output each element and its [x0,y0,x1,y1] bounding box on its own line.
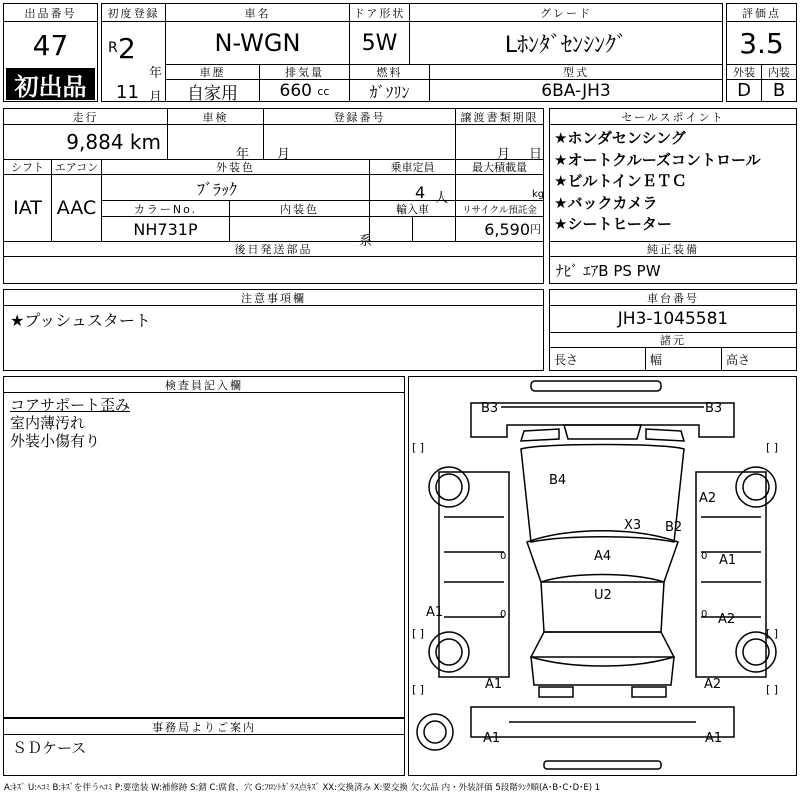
mark-b4: B4 [549,473,567,488]
int-color-unit: 系 [359,234,373,249]
lot-number: 47 [32,28,69,62]
max-load-label: 最大積載量 [456,159,543,175]
interior-label: 内装 [762,64,796,80]
car-name: N-WGN [166,22,350,64]
inspector-note: 室内薄汚れ [10,414,86,432]
equipment: ﾅﾋﾞ ｴｱB PS PW [556,261,661,280]
ac: AAC [52,175,102,241]
bracket-r3: [ ] [766,683,779,696]
displacement-unit: cc [317,84,330,98]
office-notice: ＳＤケース [12,738,87,757]
mark-zero-3: 0 [500,609,507,620]
equipment-label: 純正装備 [550,241,796,257]
recycle-value: 6,590 [484,219,530,239]
sales-points-label: セールスポイント [550,109,796,125]
mark-zero-4: 0 [701,609,708,620]
interior-grade: B [772,80,786,101]
mark-a4: A4 [594,549,612,564]
mark-b2: B2 [665,520,683,535]
reg-no-label: 登録番号 [264,109,456,125]
office-label: 事務局よりご案内 [4,719,404,735]
mark-a1-right: A1 [719,553,737,568]
mark-a1-bottom-left: A1 [485,677,503,692]
color-no-label: カラーNo. [102,201,230,217]
details-box [3,108,544,284]
later-parts [4,257,543,283]
ext-color: ﾌﾞﾗｯｸ [196,179,237,199]
capacity-unit: 人 [435,191,449,206]
history: 自家用 [166,80,260,102]
color-no: NH731P [102,217,230,241]
car-name-label: 車名 [166,4,350,22]
transfer-day-unit: 日 [529,147,543,162]
inspector-box [3,376,405,718]
sales-point-item: ★シートヒーター [554,215,672,233]
recycle [456,217,543,241]
mark-u2: U2 [594,588,612,603]
fuel-label: 燃料 [350,64,430,80]
chassis-box [549,289,797,371]
import-cell-a [370,217,413,241]
recycle-unit: 円 [530,223,541,236]
score-box [726,3,797,102]
inspection-label: 車検 [168,109,264,125]
capacity-value: 4 [415,183,426,202]
grade-label: グレード [410,4,722,22]
length-label: 長さ [550,348,646,370]
reg-year: 2 [118,32,136,65]
bracket-r1: [ ] [766,441,779,454]
mileage-label: 走行 [4,109,168,125]
model-code: 6BA-JH3 [541,81,611,101]
later-parts-label: 後日発送部品 [4,241,543,257]
width-label: 幅 [646,348,722,370]
transfer-label: 譲渡書類期限 [456,109,543,125]
ac-label: エアコン [52,159,102,175]
mark-a1-rear-left: A1 [483,731,501,746]
grade: Lﾎﾝﾀﾞｾﾝｼﾝｸﾞ [504,32,628,58]
lot-number-label: 出品番号 [4,4,97,22]
insp-year-unit: 年 [236,147,250,162]
inspector-note: コアサポート歪み [10,396,131,414]
displacement-value: 660 [279,81,312,101]
mileage [4,125,168,159]
sales-points-box [549,108,797,284]
exterior-label: 外装 [727,64,762,80]
inspector-note: 外装小傷有り [10,432,101,450]
mark-a1-left: A1 [426,605,444,620]
bracket-l2: [ ] [412,627,425,640]
first-listing-badge: 初出品 [6,68,95,100]
car-diagram-box [408,376,797,776]
max-load [456,175,543,201]
inspection-date [168,125,264,159]
reg-no [264,125,456,159]
inspector-notes [10,396,130,450]
fuel: ｶﾞｿﾘﾝ [350,80,430,102]
height-label: 高さ [726,352,751,367]
chassis-number: JH3-1045581 [617,309,729,329]
notes: ★プッシュスタート [10,311,151,330]
inspector-label: 検査員記入欄 [4,377,404,393]
mark-a2-right: A2 [718,612,736,627]
sales-point-item: ★ホンダセンシング [554,129,686,147]
insp-month-unit: 月 [277,147,291,162]
sales-points-list [554,128,761,236]
first-reg-label: 初度登録 [102,4,166,22]
car-diagram [409,377,796,775]
door-label: ドア形状 [350,4,410,22]
displacement-label: 排気量 [260,64,350,80]
max-load-unit: kg [532,189,545,200]
month-unit: 月 [149,90,163,105]
door-type: 5W [350,22,410,64]
sales-point-item: ★バックカメラ [554,193,658,212]
mileage-unit: km [129,130,161,154]
mark-b3-left: B3 [481,401,499,416]
bracket-r2: [ ] [766,627,779,640]
mark-b3-right: B3 [705,401,723,416]
notes-box [3,289,544,371]
exterior-grade: D [727,80,762,101]
chassis-label: 車台番号 [550,290,796,306]
recycle-label: リサイクル預託金 [456,201,543,217]
dims-label: 諸元 [550,332,796,348]
era: R [108,40,118,56]
mileage-value: 9,884 [66,130,124,154]
model-code-label: 型式 [430,64,722,80]
header-main-box [101,3,723,105]
transfer-month-unit: 月 [497,147,511,162]
import-cell-b [413,217,456,241]
mark-a1-rear-right: A1 [705,731,723,746]
shift-label: シフト [4,159,52,175]
bracket-l3: [ ] [412,683,425,696]
reg-month: 11 [116,82,139,103]
bracket-l1: [ ] [412,441,425,454]
year-unit: 年 [149,66,163,81]
capacity-label: 乗車定員 [370,159,456,175]
displacement [260,80,350,102]
score: 3.5 [739,26,784,60]
mark-x3: X3 [624,518,642,533]
ext-color-label: 外装色 [102,159,370,175]
shift: IAT [4,175,52,241]
notes-label: 注意事項欄 [4,290,543,306]
mark-a2-bottom-right: A2 [704,677,722,692]
history-label: 車歴 [166,64,260,80]
sales-point-item: ★オートクルーズコントロール [554,150,761,169]
mark-a2-front-right: A2 [699,491,717,506]
lot-number-box [3,3,98,102]
mark-zero-1: 0 [500,551,507,562]
office-box [3,718,405,776]
legend: A:ｷｽﾞ U:ﾍｺﾐ B:ｷｽﾞを伴うﾍｺﾐ P:要塗装 W:補修跡 S:錆 C:腐食、穴 G:ﾌﾛﾝﾄｶﾞﾗｽ点ｷｽﾞ XX:交換済み X:要交換 欠:欠品 内・外装評価 5段階ﾗﾝｸ順(A･B･C･D･E) 1 [4,783,601,793]
sales-point-item: ★ビルトインＥＴＣ [554,172,687,190]
mark-zero-2: 0 [701,551,708,562]
int-color [230,217,370,241]
score-label: 評価点 [727,4,796,22]
import-label: 輸入車 [370,201,456,217]
int-color-label: 内装色 [230,201,370,217]
